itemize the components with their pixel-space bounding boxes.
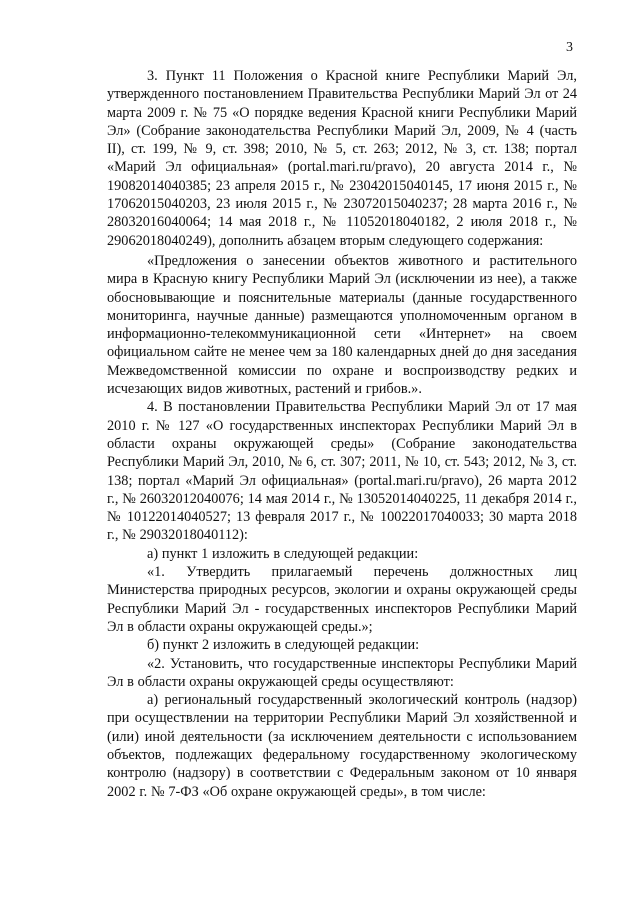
paragraph-subitem-b: б) пункт 2 изложить в следующей редакции: <box>147 637 420 654</box>
document-body <box>107 67 577 801</box>
page-number: 3 <box>566 40 573 55</box>
paragraph-quoted-point-2: «2. Установить, что государственные инспекторы Республики Марий Эл в области охраны окружающей среды осуществляют: <box>107 655 577 690</box>
paragraph-subitem-a: а) пункт 1 изложить в следующей редакции: <box>147 545 419 562</box>
paragraph-item-4: 4. В постановлении Правительства Республики Марий Эл от 17 мая 2010 г. № 127 «О государственных инспекторах Республики Марий Эл в области охраны окружающей среды» (Собрание законодательства Республики Марий Эл, 2010, № 6, ст. 307; 2011, № 10, ст. 543; 2012, № 3, ст. 138; портал «Марий Эл официальная» (portal.mari.ru/pravo), 26 марта 2012 г., № 26032012040076; 14 мая 2014 г., № 13052014040225, 11 декабря 2014 г., № 10122014040527; 13 февраля 2017 г., № 10022017040033; 30 марта 2018 г., № 29032018040112): <box>107 399 577 544</box>
paragraph-item-3: 3. Пункт 11 Положения о Красной книге Республики Марий Эл, утвержденного постановлением Правительства Республики Марий Эл от 24 марта 2009 г. № 75 «О порядке ведения Красной книги Республики Марий Эл» (Собрание законодательства Республики Марий Эл, 2009, № 4 (часть II), ст. 199, № 9, ст. 398; 2010, № 5, ст. 263; 2012, № 3, ст. 138; портал «Марий Эл официальная» (portal.mari.ru/pravo), 20 августа 2014 г., № 19082014040385; 23 апреля 2015 г., № 23042015040145, 17 июня 2015 г., № 17062015040203, 23 июля 2015 г., № 23072015040237; 28 марта 2016 г., № 28032016040064; 14 мая 2018 г., № 11052018040182, 2 июля 2018 г., № 29062018040249), дополнить абзацем вторым следующего содержания: <box>107 68 577 249</box>
paragraph-quoted-insertion: «Предложения о занесении объектов животного и растительного мира в Красную книгу Республики Марий Эл (исключении из нее), а также обосновывающие и пояснительные материалы (данные государственного мониторинга, научные данные) размещаются уполномоченным органом в информационно-телекоммуникационной сети «Интернет» на своем официальном сайте не менее чем за 180 календарных дней до дня заседания Межведомственной комиссии по охране и воспроизводству редких и исчезающих видов животных, растений и грибов.». <box>107 252 577 398</box>
paragraph-point-2-subitem-a: а) региональный государственный экологический контроль (надзор) при осуществлении на территории Республики Марий Эл хозяйственной и (или) иной деятельности (за исключением деятельности с использованием объектов, подлежащих федеральному государственному экологическому контролю (надзору) в соответствии с Федеральным законом от 10 января 2002 г. № 7-ФЗ «Об охране окружающей среды», в том числе: <box>107 692 577 800</box>
paragraph-quoted-point-1: «1. Утвердить прилагаемый перечень должностных лиц Министерства природных ресурсов, экологии и охраны окружающей среды Республики Марий Эл - государственных инспекторов Республики Марий Эл в области охраны окружающей среды.»; <box>107 564 577 635</box>
